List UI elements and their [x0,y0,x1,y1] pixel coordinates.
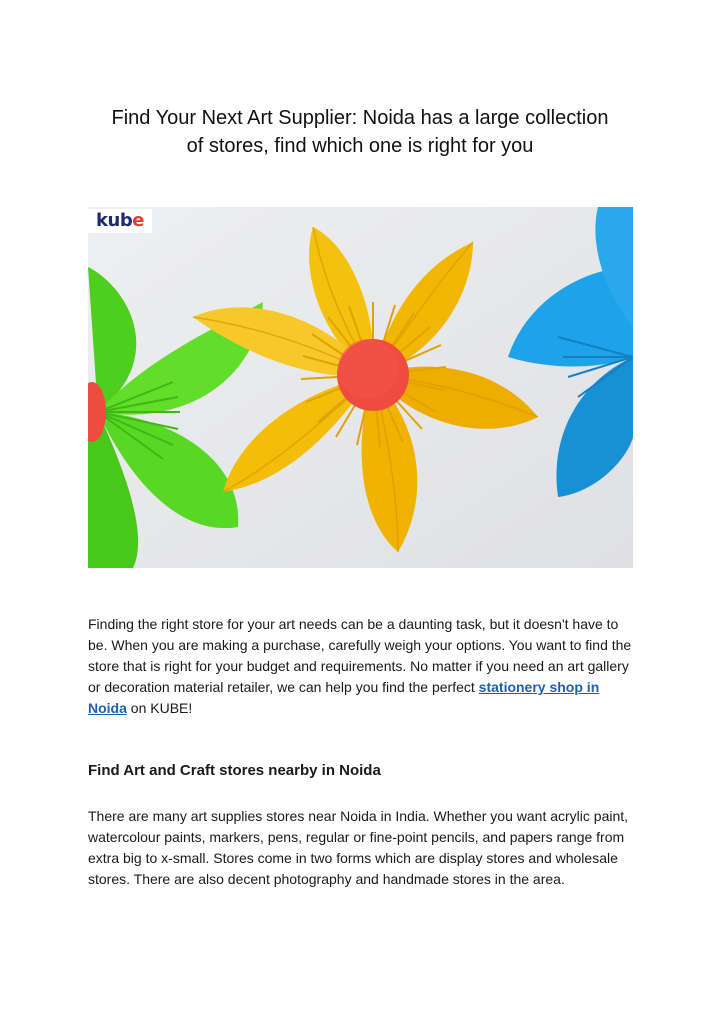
section-paragraph: There are many art supplies stores near Noida in India. Whether you want acrylic paint, watercolour paints, markers, pens, regular or fine-point pencils, and papers range from extra big to x-small. Stores come in two forms which are display stores and wholesale stores. There are also decent photography and handmade stores in the area. [88,808,629,887]
hero-image [88,207,633,568]
page-title [60,104,660,160]
paper-flowers-illustration [88,207,633,568]
kube-logo-accent: e [132,210,144,231]
intro-text-end: on KUBE! [126,700,193,716]
stationery-shop-link[interactable]: stationery shop in Noida [88,679,600,716]
kube-logo-text: kub [96,210,133,231]
page-title-line-1: Find Your Next Art Supplier: Noida has a large collection [111,107,609,129]
intro-paragraph [88,614,636,719]
intro-text-start: Finding the right store for your art needs can be a daunting task, but it doesn't have to be. When you are making a purchase, carefully weigh your options. You want to find the store that is right for your budget and requirements. No matter if you need an art gallery or decoration material retailer, we can help you find the perfect [88,616,632,695]
page-title-line-2: of stores, find which one is right for you [186,135,534,157]
section-heading: Find Art and Craft stores nearby in Noida [88,762,381,779]
kube-logo [88,209,152,233]
